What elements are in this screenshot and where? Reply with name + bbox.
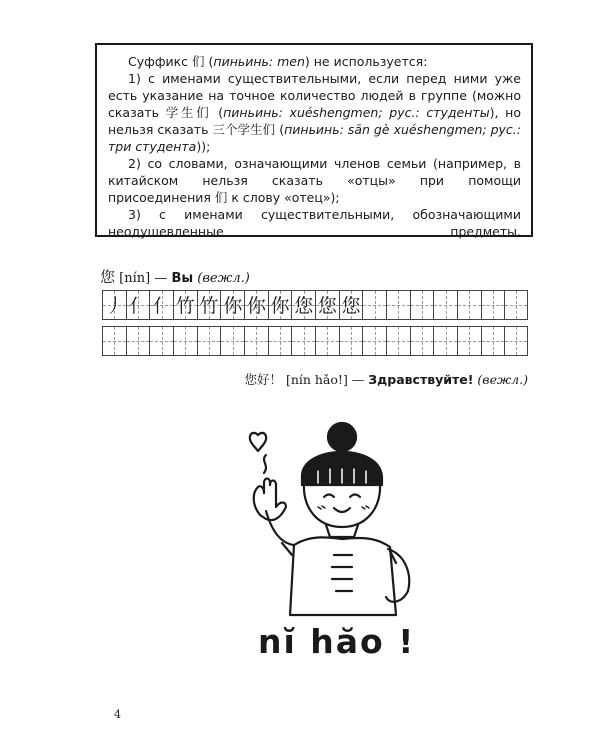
practice-cell <box>291 326 315 356</box>
shirt <box>290 537 396 615</box>
practice-cell <box>315 326 339 356</box>
note-intro: Суффикс 们 (пиньинь: men) не используется: <box>128 54 428 69</box>
heart-icon <box>250 433 266 451</box>
practice-cell <box>244 326 268 356</box>
stroke-cell-empty <box>457 290 481 320</box>
frog-buttons <box>332 555 352 591</box>
practice-cell <box>433 326 457 356</box>
practice-cell <box>149 326 173 356</box>
stroke-order-grid <box>102 290 528 320</box>
eye-right <box>350 495 360 498</box>
stroke-cell: 你 <box>220 290 244 320</box>
stroke-cell: 竹 <box>197 290 221 320</box>
stroke-cell-empty <box>410 290 434 320</box>
vocab-pinyin: [nín] <box>119 271 151 286</box>
vocab-meaning: Вы <box>171 271 194 286</box>
practice-cell <box>481 326 505 356</box>
practice-cell <box>410 326 434 356</box>
smile <box>334 508 350 512</box>
practice-cell <box>220 326 244 356</box>
practice-cell <box>339 326 363 356</box>
practice-cell <box>173 326 197 356</box>
phrase-meaning: Здравствуйте! <box>368 372 474 387</box>
page-number: 4 <box>114 708 121 721</box>
face <box>304 481 380 527</box>
stroke-cell: 丿 <box>102 290 126 320</box>
sleeve-lines <box>282 543 396 563</box>
vocab-hanzi: 您 <box>100 268 116 286</box>
phrase-pinyin: [nín hǎo!] <box>285 372 348 387</box>
heart-squiggle <box>264 455 266 473</box>
greeting-lettering: nĭ hăo ! <box>258 622 416 661</box>
stroke-cell-empty <box>433 290 457 320</box>
phrase-hanzi: 您好！ <box>244 372 282 387</box>
practice-cell <box>126 326 150 356</box>
practice-grid <box>102 326 528 356</box>
phrase-register: (вежл.) <box>473 372 528 387</box>
note-item-1: 1) с именами существительными, если перед ними уже есть указание на точное количество людей в группе (можно сказать 学生们 (пиньинь: xuéshengmen; рус.: студенты), но нельзя сказать 三个学生们 (пиньинь: sān gè xuéshengmen; рус.: три студента)); <box>108 71 521 154</box>
blush <box>318 506 369 509</box>
waving-hand <box>254 479 286 521</box>
stroke-cell: 亻 <box>126 290 150 320</box>
grammar-note-box <box>95 43 533 237</box>
note-item-2: 2) со словами, означающими членов семьи (например, в китайском нельзя сказать «отцы» при помощи присоединения 们 к слову «отец»); <box>108 156 521 205</box>
stroke-cell-empty <box>504 290 528 320</box>
hip-arm <box>386 549 409 602</box>
practice-cell <box>197 326 221 356</box>
girl-waving-illustration <box>230 415 440 645</box>
stroke-cell-empty <box>481 290 505 320</box>
stroke-cell-empty <box>386 290 410 320</box>
eye-left <box>324 495 334 498</box>
stroke-cell: 亻 <box>149 290 173 320</box>
practice-cell <box>457 326 481 356</box>
stroke-cell: 竹 <box>173 290 197 320</box>
hair-bun <box>328 423 356 451</box>
stroke-cell: 您 <box>315 290 339 320</box>
practice-cell <box>386 326 410 356</box>
vocab-word-heading: 您 [nín] — Вы (вежл.) <box>100 268 250 286</box>
example-phrase: 您好！ [nín hǎo!] — Здравствуйте! (вежл.) <box>244 372 528 387</box>
vocab-register: (вежл.) <box>193 271 250 286</box>
stroke-cell-empty <box>362 290 386 320</box>
practice-cell <box>362 326 386 356</box>
stroke-cell: 您 <box>291 290 315 320</box>
stroke-cell: 你 <box>244 290 268 320</box>
stroke-cell: 您 <box>339 290 363 320</box>
practice-cell <box>268 326 292 356</box>
note-item-3: 3) с именами существительными, обозначающими неодушевленные предметы. <box>108 207 521 239</box>
practice-cell <box>102 326 126 356</box>
stroke-cell: 你 <box>268 290 292 320</box>
practice-cell <box>504 326 528 356</box>
